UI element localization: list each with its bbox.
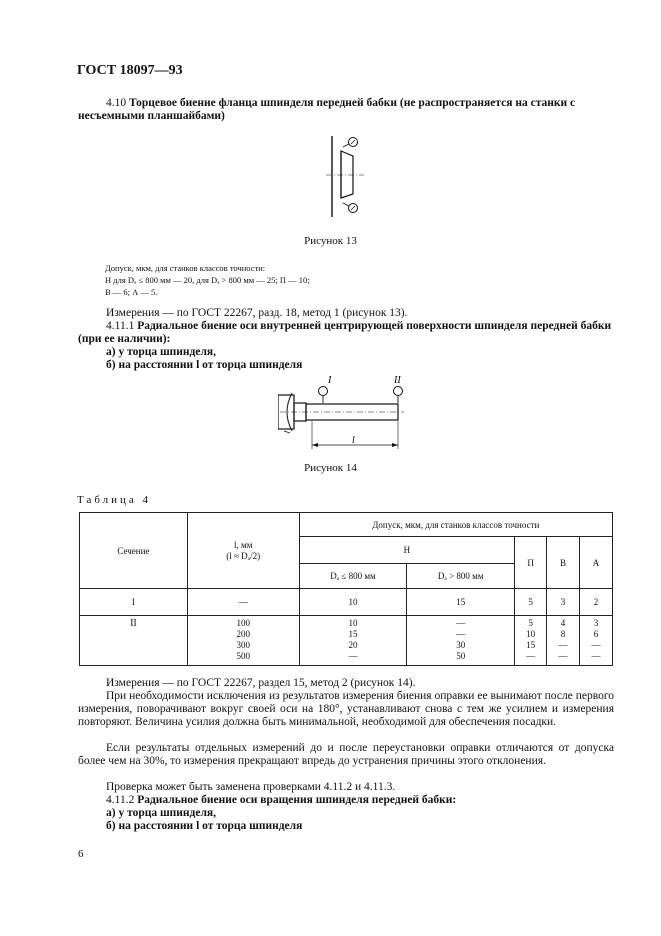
- measurement-note-2: Измерения — по ГОСТ 22267, раздел 15, метод 2 (рисунок 14).: [106, 677, 416, 689]
- cell-d1: 10: [299, 589, 407, 616]
- item-b: б) на расстоянии l от торца шпинделя: [106, 359, 303, 371]
- item-a: а) у торца шпинделя,: [106, 807, 217, 819]
- cell-v: 4 8 — —: [547, 616, 580, 666]
- table-title: Таблица 4: [77, 494, 152, 506]
- table-row: [80, 589, 613, 616]
- figure-13-caption: Рисунок 13: [304, 235, 357, 247]
- section-4-10: [78, 97, 614, 123]
- header-class-v: В: [547, 537, 580, 589]
- cell-a: 2: [580, 589, 613, 616]
- cell-d2: — — 30 50: [407, 616, 515, 666]
- paragraph-1: При необходимости исключения из результатов измерения биения оправки ее вынимают после первого измерения, поворачивают вокруг своей оси на 180°, устанавливают снова с тем же усилием и измерения повторяют. Величина усилия должна быть минимальной, необходимой для обеспечения посадки.: [78, 690, 614, 728]
- header-class-n: Н: [299, 537, 515, 564]
- label-section-2: II: [394, 375, 401, 386]
- section-number: 4.11.1: [106, 320, 135, 332]
- figure-13-drawing: [320, 134, 370, 220]
- document-header: ГОСТ 18097—93: [77, 63, 183, 78]
- header-class-p: П: [515, 537, 547, 589]
- header-l-label: l, мм: [234, 539, 253, 550]
- tolerance-line-3: В — 6; А — 5.: [105, 287, 158, 297]
- figure-14-drawing: [278, 373, 408, 455]
- cell-d1: 10 15 20 —: [299, 616, 407, 666]
- section-title: Радиальное биение оси внутренней центрирующей поверхности шпинделя передней бабки (при ее наличии):: [78, 320, 612, 345]
- cell-l: —: [187, 589, 299, 616]
- measurement-note-1: Измерения — по ГОСТ 22267, разд. 18, метод 1 (рисунок 13).: [106, 307, 408, 319]
- cell-a: 3 6 — —: [580, 616, 613, 666]
- tolerance-line-2: Н для Dₐ ≤ 800 мм — 20, для Dₐ > 800 мм — 25; П — 10;: [105, 275, 310, 285]
- item-a: а) у торца шпинделя,: [106, 346, 217, 358]
- table-row: [80, 616, 613, 666]
- paragraph-2: Если результаты отдельных измерений до и после переустановки оправки отличаются от допуска более чем на 30%, то измерения прекращают впредь до устранения причины этого отклонения.: [78, 742, 614, 767]
- figure-14-caption: Рисунок 14: [304, 462, 357, 474]
- tolerance-line-1: Допуск, мкм, для станков классов точности:: [105, 263, 266, 273]
- label-distance: l: [352, 435, 355, 446]
- header-d2: Dₐ > 800 мм: [407, 564, 515, 589]
- header-l-formula: (l ≈ Dₐ/2): [226, 550, 261, 561]
- cell-l: 100 200 300 500: [187, 616, 299, 666]
- cell-p: 5 10 15 —: [515, 616, 547, 666]
- section-number: 4.10: [106, 97, 127, 109]
- header-class-a: А: [580, 537, 613, 589]
- header-d1: Dₐ ≤ 800 мм: [299, 564, 407, 589]
- item-b: б) на расстоянии l от торца шпинделя: [106, 820, 303, 832]
- section-4-11-2: [78, 794, 614, 807]
- page-number: 6: [78, 848, 84, 860]
- cell-section: II: [80, 616, 188, 666]
- paragraph-3: Проверка может быть заменена проверками 4.11.2 и 4.11.3.: [106, 781, 396, 793]
- cell-section: I: [80, 589, 188, 616]
- label-section-1: I: [328, 375, 332, 386]
- cell-p: 5: [515, 589, 547, 616]
- section-title: Торцевое биение фланца шпинделя передней бабки (не распространяется на станки с несъемными планшайбами): [78, 97, 576, 122]
- table-4: [79, 512, 613, 666]
- header-l: [187, 513, 299, 589]
- cell-d2: 15: [407, 589, 515, 616]
- section-title: Радиальное биение оси вращения шпинделя передней бабки:: [137, 794, 457, 806]
- cell-v: 3: [547, 589, 580, 616]
- section-4-11-1: [78, 320, 614, 346]
- header-tolerance: Допуск, мкм, для станков классов точности: [299, 513, 612, 537]
- section-number: 4.11.2: [106, 794, 135, 806]
- header-section: Сечение: [80, 513, 188, 589]
